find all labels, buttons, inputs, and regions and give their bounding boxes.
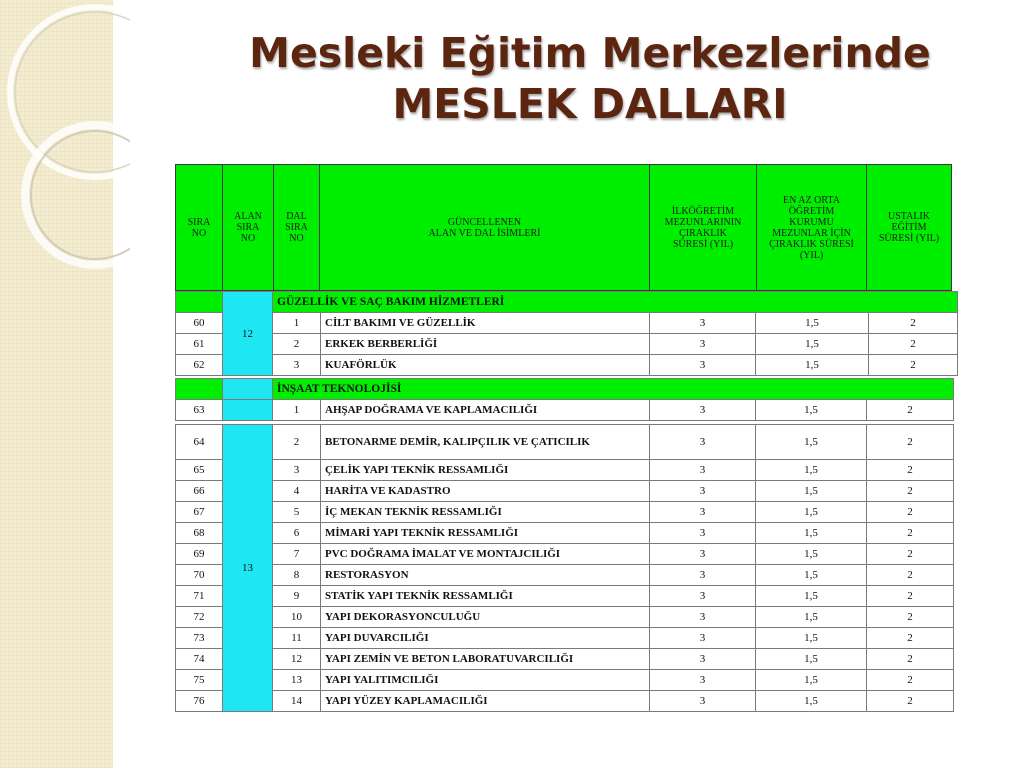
table-row	[176, 628, 954, 649]
cell-dal-sira-no: 6	[273, 523, 321, 544]
cell-ustalik-suresi: 2	[867, 586, 954, 607]
cell-ortaogretim-suresi: 1,5	[756, 586, 867, 607]
table-row	[176, 691, 954, 712]
cell-sira-no: 66	[176, 481, 223, 502]
cell-ortaogretim-suresi: 1,5	[756, 544, 867, 565]
cell-ustalik-suresi: 2	[867, 628, 954, 649]
cell-sira-no: 74	[176, 649, 223, 670]
section-row	[176, 379, 954, 400]
table-row	[176, 355, 958, 376]
header-ilkogretim-suresi: İLKÖĞRETİM MEZUNLARININ ÇIRAKLIK SÜRESİ (YIL)	[650, 165, 757, 290]
cell-dal-ismi: STATİK YAPI TEKNİK RESSAMLIĞI	[321, 586, 650, 607]
section-blank-cell	[176, 292, 223, 313]
title-line-1: Mesleki Eğitim Merkezlerinde	[249, 29, 931, 77]
cell-ortaogretim-suresi: 1,5	[756, 502, 867, 523]
cell-sira-no: 64	[176, 425, 223, 460]
section-title: GÜZELLİK VE SAÇ BAKIM HİZMETLERİ	[273, 292, 958, 313]
cell-dal-sira-no: 11	[273, 628, 321, 649]
cell-dal-sira-no: 4	[273, 481, 321, 502]
cell-ortaogretim-suresi: 1,5	[756, 334, 869, 355]
cell-ustalik-suresi: 2	[867, 481, 954, 502]
table-section-area-12	[175, 291, 958, 376]
section-blank-cell	[176, 379, 223, 400]
cell-dal-sira-no: 3	[273, 355, 321, 376]
cell-sira-no: 68	[176, 523, 223, 544]
cell-ortaogretim-suresi: 1,5	[756, 400, 867, 421]
profession-branches-table	[175, 164, 952, 707]
header-ustalik-suresi: USTALIK EĞİTİM SÜRESİ (YIL)	[878, 211, 940, 244]
cell-dal-ismi: YAPI YÜZEY KAPLAMACILIĞI	[321, 691, 650, 712]
cell-dal-sira-no: 13	[273, 670, 321, 691]
cell-ilkogretim-suresi: 3	[650, 355, 756, 376]
cell-ilkogretim-suresi: 3	[650, 607, 756, 628]
cell-dal-ismi: CİLT BAKIMI VE GÜZELLİK	[321, 313, 650, 334]
cell-ortaogretim-suresi: 1,5	[756, 607, 867, 628]
cell-ustalik-suresi: 2	[867, 502, 954, 523]
title-line-2: MESLEK DALLARI	[392, 80, 788, 128]
cell-dal-sira-no: 8	[273, 565, 321, 586]
cell-ustalik-suresi: 2	[867, 649, 954, 670]
cell-dal-sira-no: 1	[273, 400, 321, 421]
table-row	[176, 502, 954, 523]
section-row	[176, 292, 958, 313]
cell-sira-no: 60	[176, 313, 223, 334]
cell-alan-sira-no-top	[223, 379, 273, 400]
cell-dal-ismi: ERKEK BERBERLİĞİ	[321, 334, 650, 355]
cell-ortaogretim-suresi: 1,5	[756, 355, 869, 376]
cell-ustalik-suresi: 2	[867, 460, 954, 481]
cell-dal-sira-no: 10	[273, 607, 321, 628]
cell-alan-sira-no: 12	[223, 292, 273, 376]
cell-sira-no: 76	[176, 691, 223, 712]
section-title: İNŞAAT TEKNOLOJİSİ	[273, 379, 954, 400]
cell-ustalik-suresi: 2	[867, 691, 954, 712]
cell-sira-no: 75	[176, 670, 223, 691]
cell-ilkogretim-suresi: 3	[650, 460, 756, 481]
table-row	[176, 481, 954, 502]
cell-dal-ismi: YAPI YALITIMCILIĞI	[321, 670, 650, 691]
cell-dal-sira-no: 9	[273, 586, 321, 607]
cell-sira-no: 73	[176, 628, 223, 649]
cell-dal-ismi: YAPI DEKORASYONCULUĞU	[321, 607, 650, 628]
cell-dal-ismi: İÇ MEKAN TEKNİK RESSAMLIĞI	[321, 502, 650, 523]
cell-ilkogretim-suresi: 3	[650, 691, 756, 712]
cell-ortaogretim-suresi: 1,5	[756, 313, 869, 334]
cell-ilkogretim-suresi: 3	[650, 565, 756, 586]
table-row	[176, 649, 954, 670]
cell-ustalik-suresi: 2	[867, 544, 954, 565]
cell-ortaogretim-suresi: 1,5	[756, 481, 867, 502]
cell-alan-sira-no-mid	[223, 400, 273, 421]
table-row	[176, 607, 954, 628]
cell-ilkogretim-suresi: 3	[650, 481, 756, 502]
table-row	[176, 425, 954, 460]
cell-dal-sira-no: 7	[273, 544, 321, 565]
cell-ustalik-suresi: 2	[867, 565, 954, 586]
header-dal-sira-no: DAL SIRA NO	[274, 165, 320, 290]
cell-sira-no: 72	[176, 607, 223, 628]
cell-ilkogretim-suresi: 3	[650, 502, 756, 523]
cell-dal-sira-no: 14	[273, 691, 321, 712]
cell-ustalik-suresi: 2	[867, 425, 954, 460]
cell-sira-no: 71	[176, 586, 223, 607]
cell-ilkogretim-suresi: 3	[650, 628, 756, 649]
page-title	[150, 28, 1024, 130]
cell-ortaogretim-suresi: 1,5	[756, 523, 867, 544]
table-section-area-13	[175, 378, 954, 712]
table-row	[176, 544, 954, 565]
table-row	[176, 670, 954, 691]
cell-ustalik-suresi: 2	[867, 670, 954, 691]
cell-ilkogretim-suresi: 3	[650, 649, 756, 670]
cell-ortaogretim-suresi: 1,5	[756, 628, 867, 649]
decorative-circles	[0, 0, 130, 768]
cell-dal-sira-no: 12	[273, 649, 321, 670]
cell-dal-ismi: RESTORASYON	[321, 565, 650, 586]
cell-ustalik-suresi: 2	[867, 523, 954, 544]
header-ortaogretim-suresi: EN AZ ORTA ÖĞRETİM KURUMU MEZUNLAR İÇİN ÇIRAKLIK SÜRESİ (YIL)	[757, 165, 867, 290]
cell-sira-no: 65	[176, 460, 223, 481]
cell-dal-sira-no: 1	[273, 313, 321, 334]
cell-dal-sira-no: 5	[273, 502, 321, 523]
table-row	[176, 313, 958, 334]
cell-ilkogretim-suresi: 3	[650, 523, 756, 544]
cell-ortaogretim-suresi: 1,5	[756, 460, 867, 481]
cell-ilkogretim-suresi: 3	[650, 586, 756, 607]
cell-dal-ismi: AHŞAP DOĞRAMA VE KAPLAMACILIĞI	[321, 400, 650, 421]
cell-dal-ismi: YAPI DUVARCILIĞI	[321, 628, 650, 649]
cell-sira-no: 69	[176, 544, 223, 565]
cell-dal-sira-no: 2	[273, 334, 321, 355]
table-row	[176, 586, 954, 607]
cell-dal-ismi: YAPI ZEMİN VE BETON LABORATUVARCILIĞI	[321, 649, 650, 670]
cell-sira-no: 70	[176, 565, 223, 586]
cell-ustalik-suresi: 2	[869, 355, 958, 376]
cell-ilkogretim-suresi: 3	[650, 425, 756, 460]
cell-ustalik-suresi: 2	[867, 400, 954, 421]
cell-dal-ismi: KUAFÖRLÜK	[321, 355, 650, 376]
table-row	[176, 460, 954, 481]
cell-dal-ismi: BETONARME DEMİR, KALIPÇILIK VE ÇATICILIK	[321, 425, 650, 460]
cell-alan-sira-no: 13	[223, 425, 273, 712]
cell-ortaogretim-suresi: 1,5	[756, 425, 867, 460]
cell-ortaogretim-suresi: 1,5	[756, 649, 867, 670]
cell-dal-ismi: MİMARİ YAPI TEKNİK RESSAMLIĞI	[321, 523, 650, 544]
table-row	[176, 565, 954, 586]
cell-sira-no: 62	[176, 355, 223, 376]
table-row	[176, 400, 954, 421]
cell-ortaogretim-suresi: 1,5	[756, 670, 867, 691]
cell-ortaogretim-suresi: 1,5	[756, 691, 867, 712]
table-row	[176, 523, 954, 544]
cell-sira-no: 63	[176, 400, 223, 421]
cell-ilkogretim-suresi: 3	[650, 670, 756, 691]
cell-dal-ismi: PVC DOĞRAMA İMALAT VE MONTAJCILIĞI	[321, 544, 650, 565]
header-alan-dal-isimleri: GÜNCELLENEN ALAN VE DAL İSİMLERİ	[320, 165, 650, 290]
cell-ustalik-suresi: 2	[869, 334, 958, 355]
cell-ilkogretim-suresi: 3	[650, 334, 756, 355]
cell-ilkogretim-suresi: 3	[650, 400, 756, 421]
table-header	[175, 164, 952, 291]
cell-dal-sira-no: 2	[273, 425, 321, 460]
cell-dal-ismi: ÇELİK YAPI TEKNİK RESSAMLIĞI	[321, 460, 650, 481]
cell-sira-no: 67	[176, 502, 223, 523]
cell-ortaogretim-suresi: 1,5	[756, 565, 867, 586]
cell-ilkogretim-suresi: 3	[650, 313, 756, 334]
cell-dal-sira-no: 3	[273, 460, 321, 481]
cell-sira-no: 61	[176, 334, 223, 355]
cell-ilkogretim-suresi: 3	[650, 544, 756, 565]
header-sira-no: SIRA NO	[176, 165, 223, 290]
table-row	[176, 334, 958, 355]
cell-ustalik-suresi: 2	[869, 313, 958, 334]
cell-ustalik-suresi: 2	[867, 607, 954, 628]
header-alan-sira-no: ALAN SIRA NO	[223, 165, 274, 290]
cell-dal-ismi: HARİTA VE KADASTRO	[321, 481, 650, 502]
